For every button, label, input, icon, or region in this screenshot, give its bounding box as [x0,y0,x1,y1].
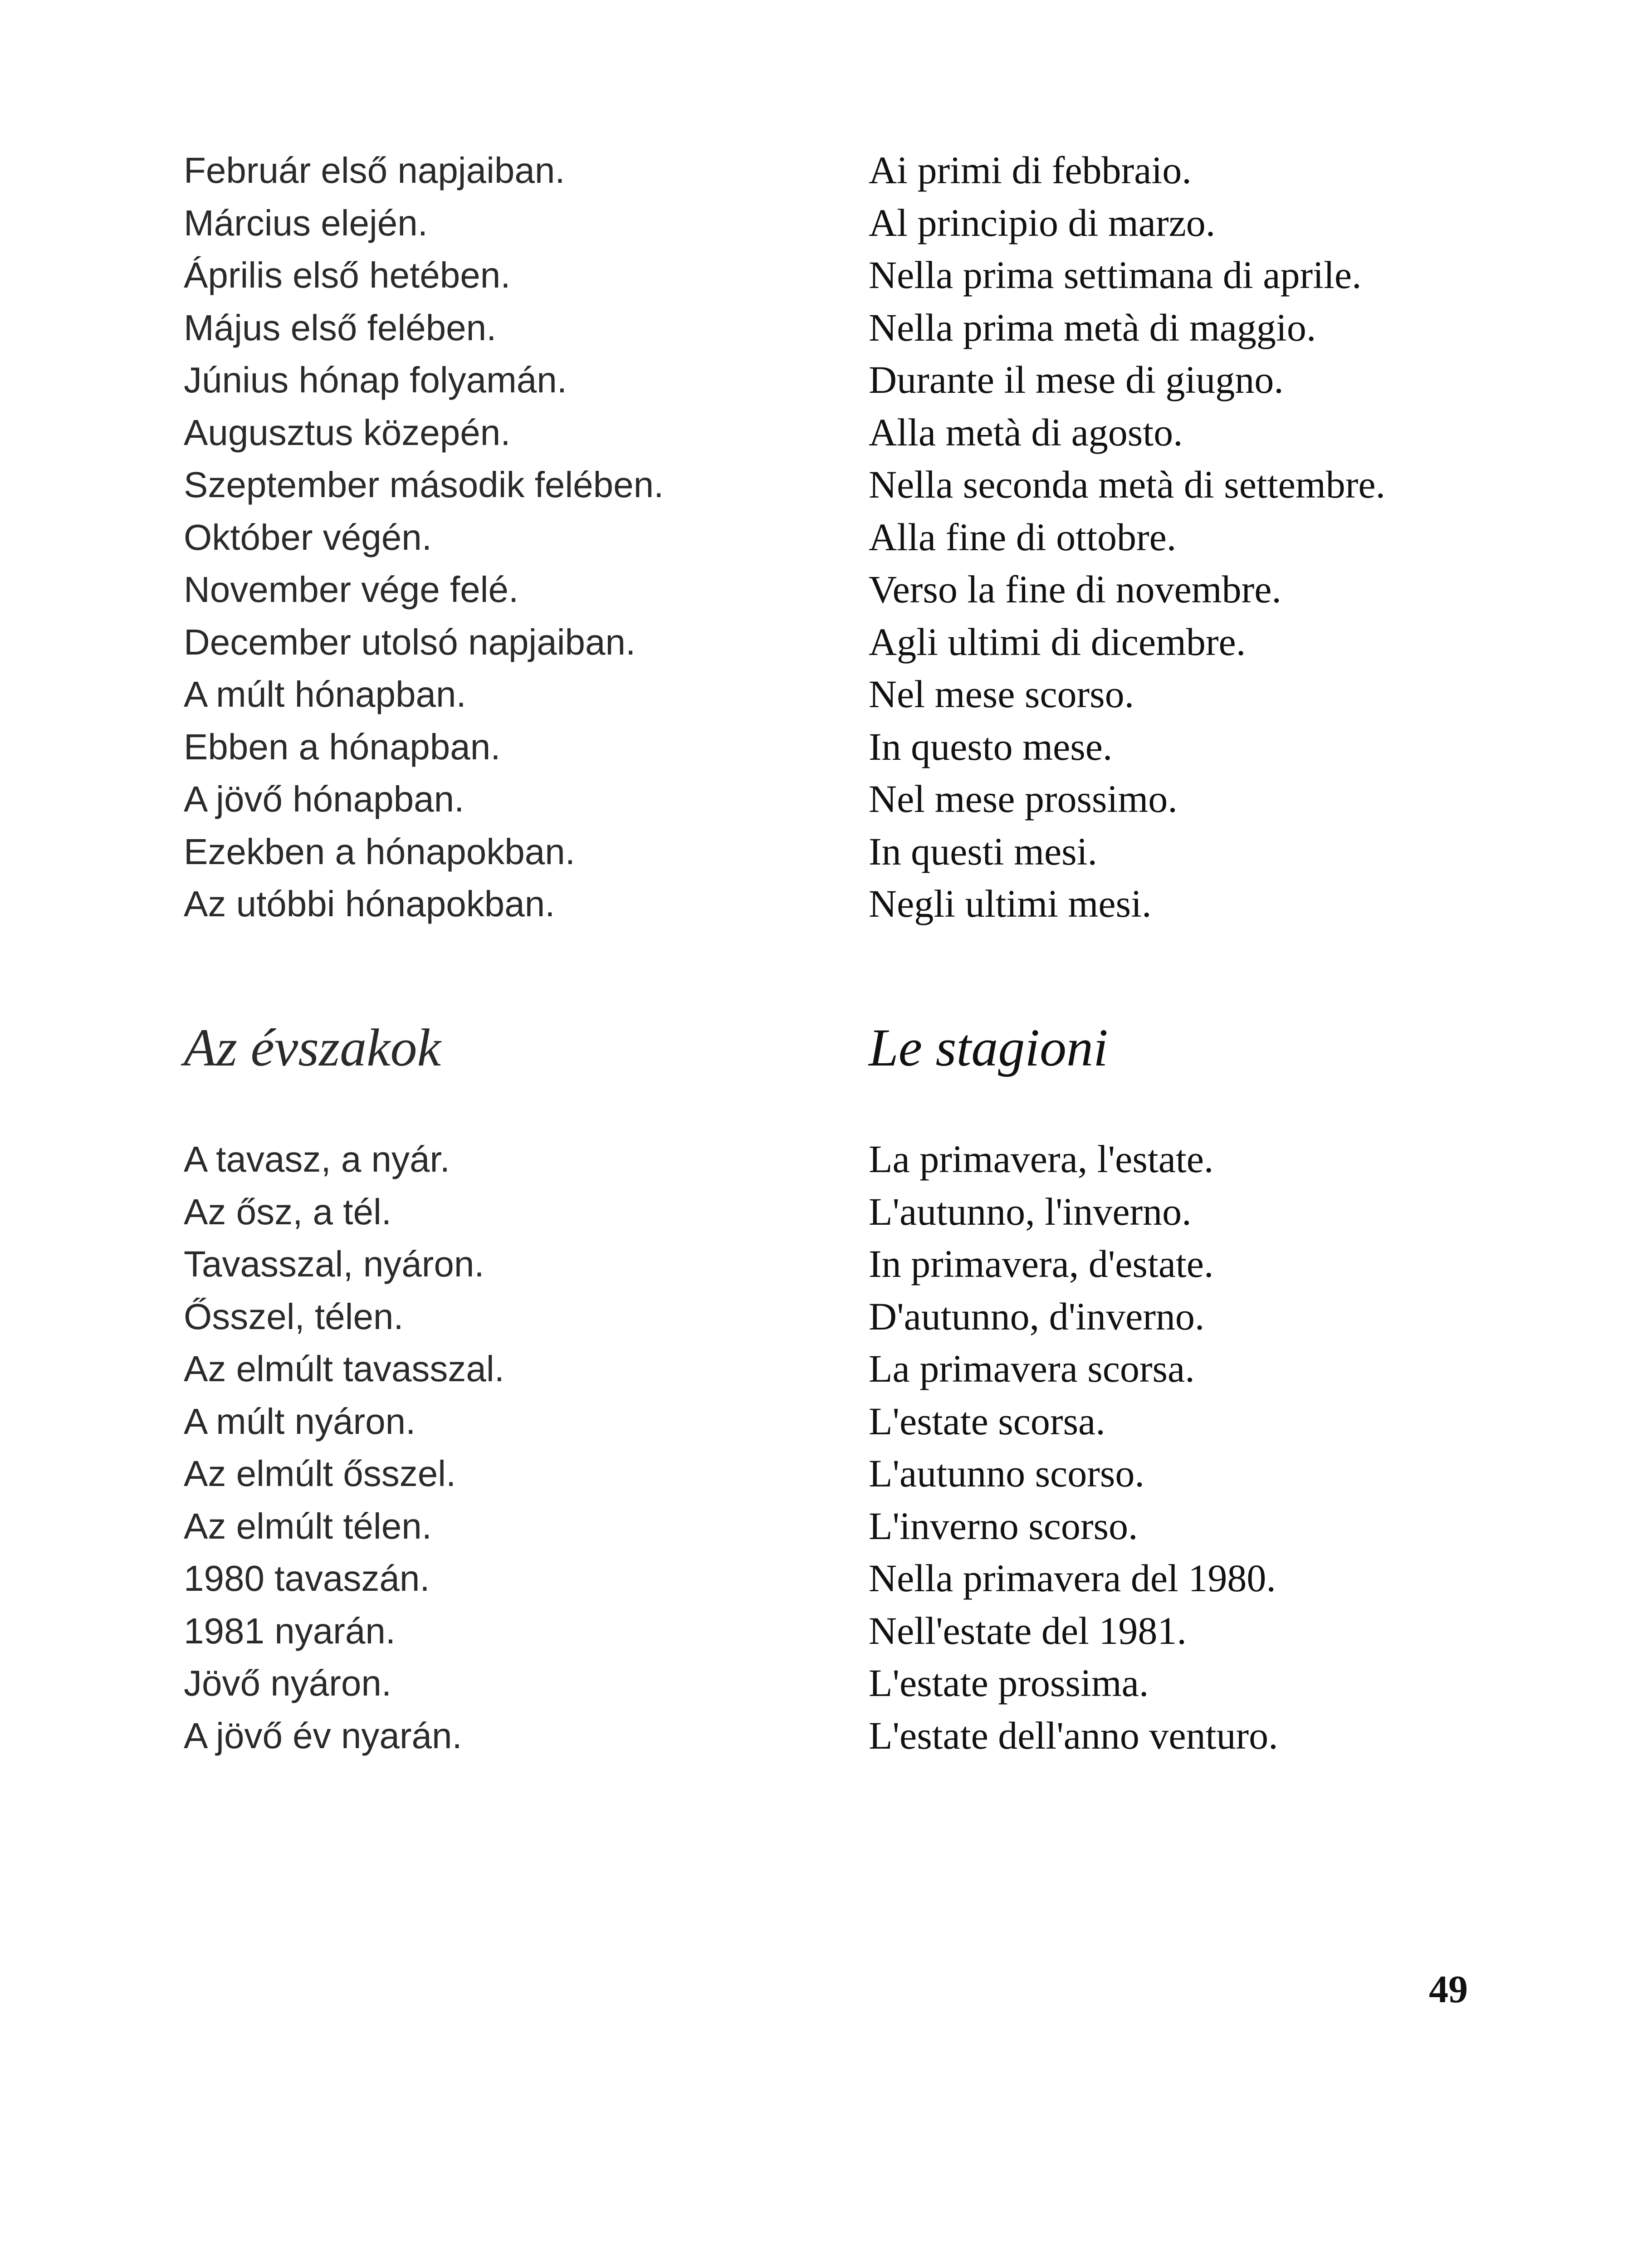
phrase-line: Szeptember második felében. [184,464,664,505]
phrase-line: L'estate scorsa. [869,1399,1105,1443]
phrase-line: Ősszel, télen. [184,1296,404,1337]
phrase-line: November vége felé. [184,569,519,610]
phrase-line: L'autunno scorso. [869,1452,1144,1495]
italian-seasons-list [869,1133,1278,1762]
phrase-line: A jövő év nyarán. [184,1715,462,1756]
phrase-line: D'autunno, d'inverno. [869,1294,1205,1338]
phrase-line: Az ősz, a tél. [184,1191,391,1232]
phrase-line: Nella primavera del 1980. [869,1556,1276,1600]
phrase-line: A múlt hónapban. [184,674,466,714]
phrase-line: Nella prima settimana di aprile. [869,253,1362,297]
phrase-line: Nella seconda metà di settembre. [869,463,1386,506]
phrase-line: In primavera, d'estate. [869,1242,1214,1286]
phrase-line: A múlt nyáron. [184,1401,416,1442]
phrase-line: Alla metà di agosto. [869,410,1183,454]
phrase-line: Nel mese scorso. [869,672,1134,716]
phrase-line: Február első napjaiban. [184,150,565,191]
phrase-line: Jövő nyáron. [184,1663,392,1703]
phrase-line: Alla fine di ottobre. [869,515,1177,559]
phrase-line: Április első hetében. [184,255,511,295]
phrase-line: L'autunno, l'inverno. [869,1189,1192,1233]
phrase-line: Május első felében. [184,307,497,348]
phrase-line: Nella prima metà di maggio. [869,305,1316,349]
phrase-line: In questi mesi. [869,829,1097,873]
phrase-line: Negli ultimi mesi. [869,882,1152,925]
hungarian-seasons-list [184,1133,504,1762]
phrase-line: 1981 nyarán. [184,1610,396,1651]
page-number: 49 [1429,1967,1468,2011]
phrase-line: A tavasz, a nyár. [184,1139,450,1179]
phrase-line: Az utóbbi hónapokban. [184,884,555,924]
italian-months-list [869,144,1385,930]
phrase-line: 1980 tavaszán. [184,1558,430,1598]
phrase-line: Október végén. [184,517,432,557]
phrase-line: Agli ultimi di dicembre. [869,620,1246,664]
phrase-line: La primavera scorsa. [869,1347,1195,1390]
phrase-line: Június hónap folyamán. [184,360,567,400]
phrase-line: Az elmúlt ősszel. [184,1453,456,1494]
phrase-line: Nell'estate del 1981. [869,1608,1187,1652]
phrase-line: Al principio di marzo. [869,200,1216,244]
hungarian-seasons-heading: Az évszakok [184,1018,441,1077]
phrase-line: In questo mese. [869,724,1113,768]
phrase-line: December utolsó napjaiban. [184,621,636,662]
phrase-line: Verso la fine di novembre. [869,567,1281,611]
phrase-line: Tavasszal, nyáron. [184,1244,484,1284]
phrase-line: L'inverno scorso. [869,1504,1138,1548]
phrase-line: Az elmúlt télen. [184,1505,432,1546]
phrase-line: Az elmúlt tavasszal. [184,1349,504,1389]
italian-seasons-heading: Le stagioni [869,1018,1108,1077]
phrase-line: A jövő hónapban. [184,779,464,819]
phrase-line: Augusztus közepén. [184,412,511,453]
hungarian-months-list [184,144,664,930]
phrase-line: Ai primi di febbraio. [869,148,1192,192]
phrase-line: Durante il mese di giugno. [869,358,1284,401]
phrase-line: Ezekben a hónapokban. [184,831,575,872]
phrase-line: La primavera, l'estate. [869,1137,1214,1181]
phrase-line: Március elején. [184,202,428,243]
phrase-line: L'estate prossima. [869,1661,1149,1705]
phrase-line: L'estate dell'anno venturo. [869,1713,1278,1757]
phrase-line: Ebben a hónapban. [184,726,501,767]
phrase-line: Nel mese prossimo. [869,777,1178,821]
